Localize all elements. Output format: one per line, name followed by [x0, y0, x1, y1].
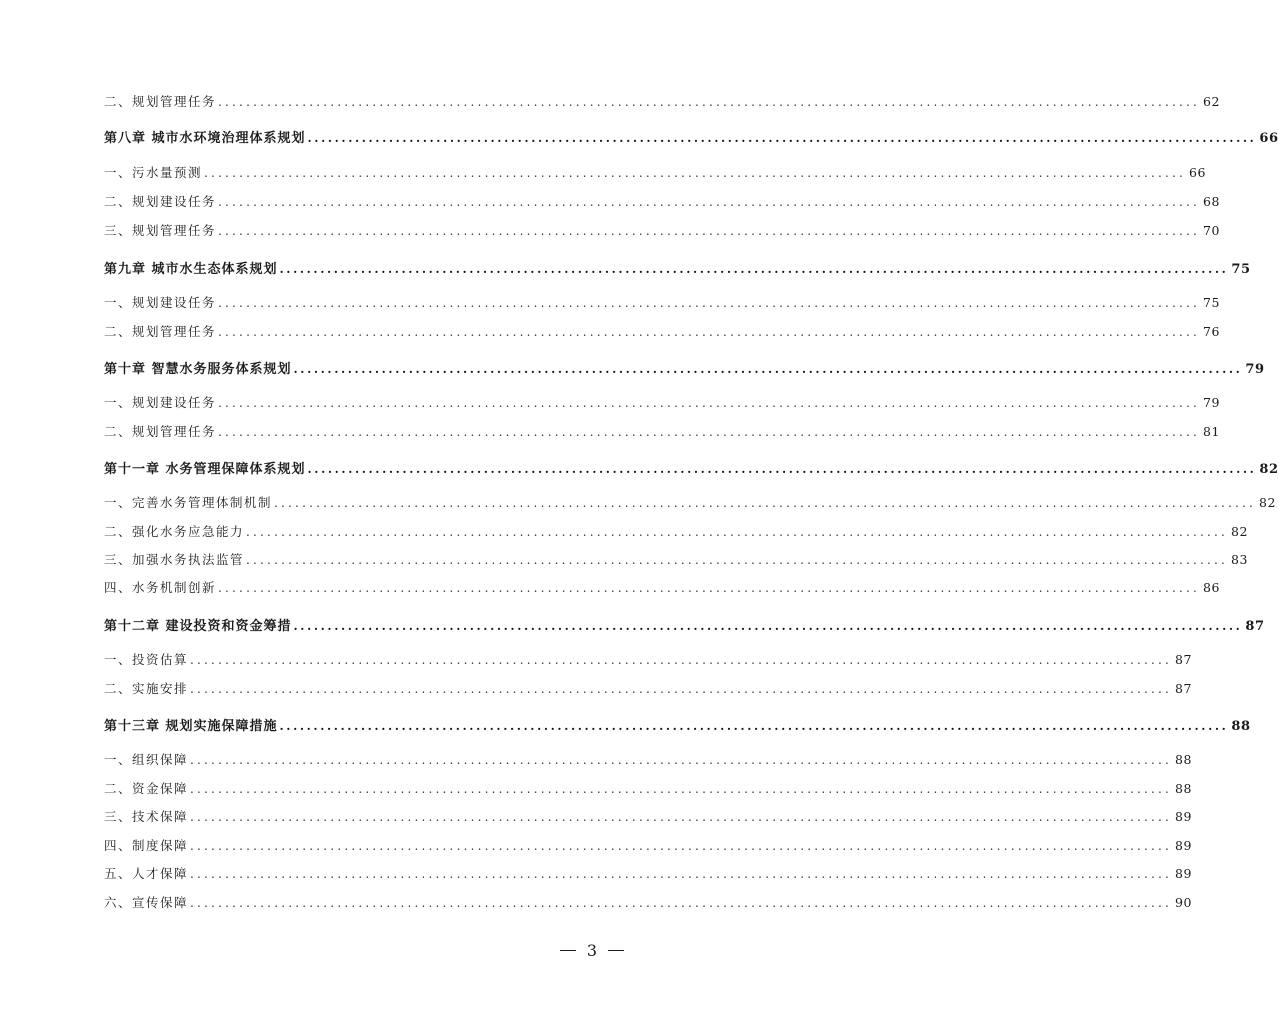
- toc-page-number: 82: [1259, 495, 1276, 510]
- toc-page-number: 66: [1189, 165, 1206, 180]
- toc-entry-title: 一、完善水务管理体制机制: [104, 495, 273, 510]
- toc-page-number: 86: [1203, 580, 1220, 595]
- toc-entry-title: 一、污水量预测: [104, 165, 203, 180]
- toc-section-entry: [104, 650, 1192, 670]
- toc-dot-leader: ............................................................................................................................................: [307, 131, 1257, 145]
- toc-entry-title: 一、组织保障: [104, 752, 189, 767]
- toc-dot-leader: ............................................................................................................................................: [190, 782, 1173, 796]
- toc-dot-leader: ............................................................................................................................................: [190, 867, 1173, 881]
- toc-page-number: 76: [1203, 324, 1220, 339]
- toc-dot-leader: ............................................................................................................................................: [190, 753, 1173, 767]
- toc-section-entry: [104, 393, 1220, 413]
- toc-page-number: 89: [1175, 838, 1192, 853]
- footer-right-dash: [608, 950, 624, 951]
- toc-entry-title: 二、规划建设任务: [104, 194, 217, 209]
- toc-page-number: 90: [1175, 895, 1192, 910]
- toc-dot-leader: ............................................................................................................................................: [218, 425, 1201, 439]
- toc-section-entry: [104, 578, 1220, 598]
- footer-page-number: 3: [586, 940, 598, 960]
- toc-page-number: 88: [1175, 781, 1192, 796]
- toc-dot-leader: ............................................................................................................................................: [218, 396, 1201, 410]
- toc-entry-title: 三、加强水务执法监管: [104, 552, 245, 567]
- toc-chapter-entry: [104, 358, 1265, 378]
- toc-dot-leader: ............................................................................................................................................: [204, 166, 1187, 180]
- toc-section-entry: [104, 221, 1220, 241]
- toc-page-number: 87: [1175, 652, 1192, 667]
- toc-section-entry: [104, 679, 1192, 699]
- toc-page-number: 81: [1203, 424, 1220, 439]
- toc-page-number: 88: [1231, 719, 1251, 734]
- toc-dot-leader: ............................................................................................................................................: [218, 296, 1201, 310]
- toc-page-number: 66: [1259, 131, 1279, 146]
- toc-section-entry: [104, 550, 1248, 570]
- toc-section-entry: [104, 92, 1220, 112]
- toc-entry-title: 一、规划建设任务: [104, 295, 217, 310]
- toc-entry-title: 第九章 城市水生态体系规划: [104, 262, 278, 277]
- toc-dot-leader: ............................................................................................................................................: [279, 262, 1229, 276]
- toc-dot-leader: ............................................................................................................................................: [246, 525, 1229, 539]
- toc-entry-title: 一、规划建设任务: [104, 395, 217, 410]
- toc-section-entry: [104, 163, 1206, 183]
- toc-entry-title: 二、规划管理任务: [104, 324, 217, 339]
- toc-dot-leader: ............................................................................................................................................: [190, 682, 1173, 696]
- toc-section-entry: [104, 522, 1248, 542]
- toc-dot-leader: ............................................................................................................................................: [218, 581, 1201, 595]
- toc-dot-leader: ............................................................................................................................................: [218, 325, 1201, 339]
- toc-dot-leader: ............................................................................................................................................: [246, 553, 1229, 567]
- toc-page-number: 89: [1175, 866, 1192, 881]
- toc-page-number: 83: [1231, 552, 1248, 567]
- toc-page-number: 75: [1203, 295, 1220, 310]
- toc-page-number: 62: [1203, 94, 1220, 109]
- toc-page-number: 75: [1231, 262, 1251, 277]
- toc-dot-leader: ............................................................................................................................................: [190, 653, 1173, 667]
- toc-section-entry: [104, 422, 1220, 442]
- toc-section-entry: [104, 836, 1192, 856]
- toc-section-entry: [104, 322, 1220, 342]
- toc-chapter-entry: [104, 127, 1279, 147]
- toc-chapter-entry: [104, 458, 1279, 478]
- toc-page-number: 82: [1231, 524, 1248, 539]
- toc-chapter-entry: [104, 615, 1265, 635]
- toc-entry-title: 二、规划管理任务: [104, 424, 217, 439]
- toc-entry-title: 五、人才保障: [104, 866, 189, 881]
- toc-dot-leader: ............................................................................................................................................: [190, 839, 1173, 853]
- toc-page-number: 70: [1203, 223, 1220, 238]
- toc-page-number: 89: [1175, 809, 1192, 824]
- toc-dot-leader: ............................................................................................................................................: [190, 810, 1173, 824]
- toc-page-number: 82: [1259, 462, 1279, 477]
- toc-entry-title: 三、规划管理任务: [104, 223, 217, 238]
- toc-dot-leader: ............................................................................................................................................: [293, 619, 1243, 633]
- toc-entry-title: 第十二章 建设投资和资金筹措: [104, 619, 292, 634]
- toc-entry-title: 二、强化水务应急能力: [104, 524, 245, 539]
- page-footer: [560, 938, 624, 962]
- toc-entry-title: 第十一章 水务管理保障体系规划: [104, 462, 306, 477]
- toc-section-entry: [104, 192, 1220, 212]
- toc-dot-leader: ............................................................................................................................................: [218, 224, 1201, 238]
- toc-entry-title: 一、投资估算: [104, 652, 189, 667]
- toc-entry-title: 第八章 城市水环境治理体系规划: [104, 131, 306, 146]
- toc-section-entry: [104, 293, 1220, 313]
- toc-dot-leader: ............................................................................................................................................: [190, 896, 1173, 910]
- toc-chapter-entry: [104, 258, 1251, 278]
- toc-dot-leader: ............................................................................................................................................: [307, 462, 1257, 476]
- toc-section-entry: [104, 750, 1192, 770]
- toc-page-number: 87: [1245, 619, 1265, 634]
- toc-entry-title: 二、资金保障: [104, 781, 189, 796]
- toc-dot-leader: ............................................................................................................................................: [274, 496, 1257, 510]
- toc-entry-title: 二、规划管理任务: [104, 94, 217, 109]
- toc-dot-leader: ............................................................................................................................................: [293, 362, 1243, 376]
- footer-left-dash: [560, 950, 576, 951]
- toc-page-number: 68: [1203, 194, 1220, 209]
- toc-entry-title: 第十三章 规划实施保障措施: [104, 719, 278, 734]
- toc-entry-title: 四、水务机制创新: [104, 580, 217, 595]
- toc-page-number: 79: [1245, 362, 1265, 377]
- toc-entry-title: 六、宣传保障: [104, 895, 189, 910]
- toc-entry-title: 四、制度保障: [104, 838, 189, 853]
- toc-section-entry: [104, 493, 1276, 513]
- toc-dot-leader: ............................................................................................................................................: [279, 719, 1229, 733]
- toc-page-number: 88: [1175, 752, 1192, 767]
- toc-dot-leader: ............................................................................................................................................: [218, 195, 1201, 209]
- toc-chapter-entry: [104, 715, 1251, 735]
- toc-section-entry: [104, 893, 1192, 913]
- toc-entry-title: 二、实施安排: [104, 681, 189, 696]
- toc-section-entry: [104, 807, 1192, 827]
- toc-entry-title: 第十章 智慧水务服务体系规划: [104, 362, 292, 377]
- toc-section-entry: [104, 864, 1192, 884]
- table-of-contents: [104, 0, 1279, 1024]
- toc-page-number: 79: [1203, 395, 1220, 410]
- toc-dot-leader: ............................................................................................................................................: [218, 95, 1201, 109]
- toc-section-entry: [104, 779, 1192, 799]
- toc-entry-title: 三、技术保障: [104, 809, 189, 824]
- toc-page-number: 87: [1175, 681, 1192, 696]
